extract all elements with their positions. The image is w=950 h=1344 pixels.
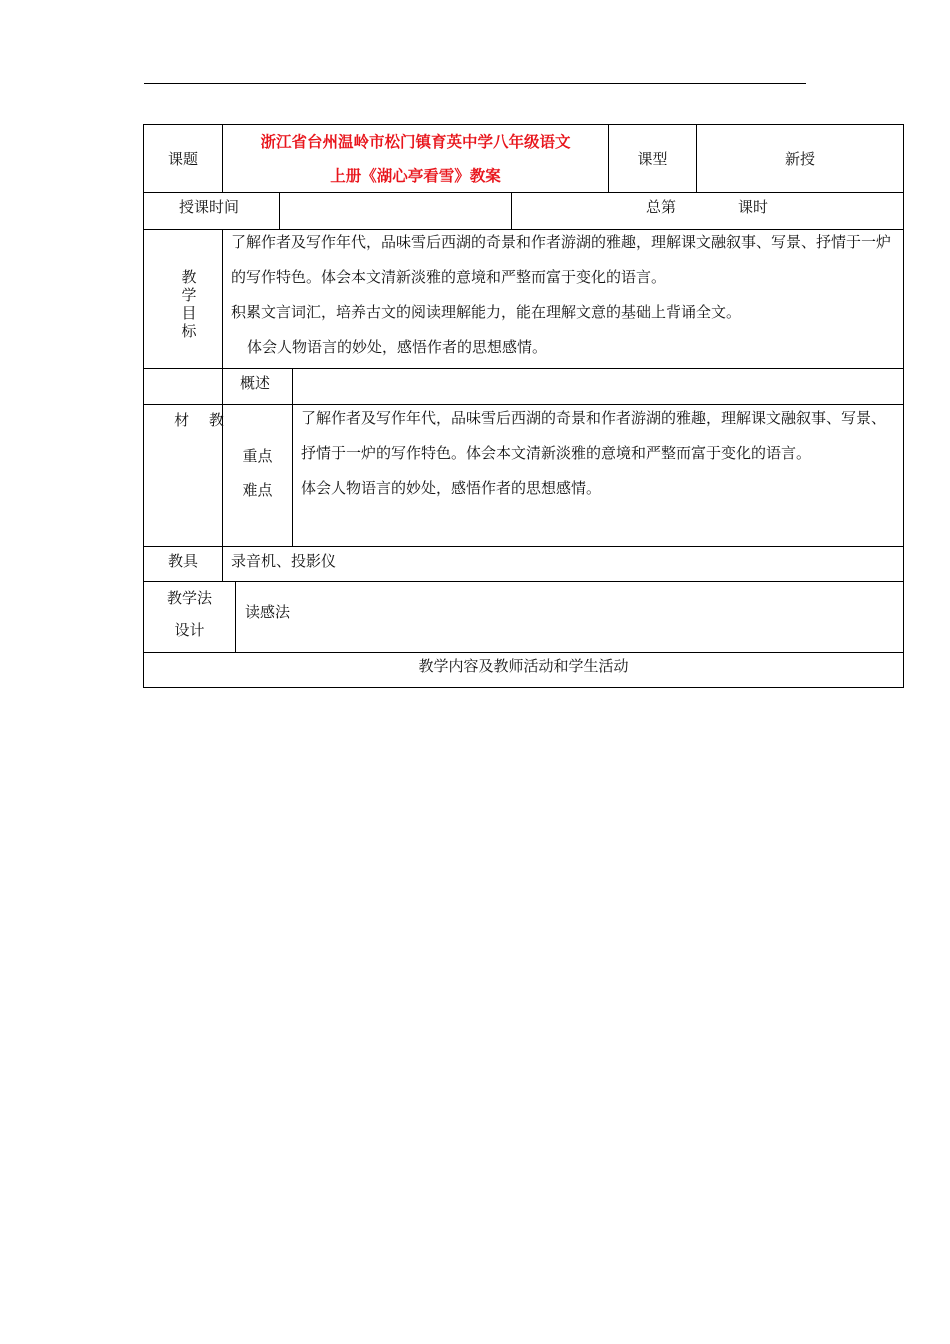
tools-value [223,547,903,581]
hours-label: 课时 [738,198,769,216]
tools-label-text: 教具 [168,552,199,570]
method-value [236,582,903,652]
key-point-item: 了解作者及写作年代，品味雪后西湖的奇景和作者游湖的雅趣，理解课文融叙事、写景、抒情于一炉的写作特色。体会本文清新淡雅的意境和严整而富于变化的语言。 [301,409,887,462]
lesson-title-line1: 浙江省台州温岭市松门镇育英中学八年级语文 [260,132,571,151]
key-points-label-line1: 重点 [242,447,273,465]
lesson-type-label [609,125,696,192]
topic-label-text: 课题 [167,150,198,168]
total-label: 总第 [646,198,677,216]
lesson-type-value [697,125,903,192]
overview-value [293,369,903,404]
time-label [144,193,279,229]
lesson-type-label-text: 课型 [637,150,668,168]
content-header [144,653,903,687]
goal-item: 了解作者及写作年代，品味雪后西湖的奇景和作者游湖的雅趣，理解课文融叙事、写景、抒情于一炉的写作特色。体会本文清新淡雅的意境和严整而富于变化的语言。 [231,233,892,286]
content-header-text: 教学内容及教师活动和学生活动 [418,657,629,675]
goals-label-vertical [180,268,198,340]
material-label [144,369,224,429]
time-value [280,193,511,229]
material-label-continued [144,405,222,546]
tools-label [144,547,222,581]
key-points-content [293,405,903,546]
overview-label [223,369,292,404]
lesson-title-line2: 上册《湖心亭看雪》教案 [330,166,501,185]
tools-value-text: 录音机、投影仪 [231,552,337,570]
goals-label [144,230,222,368]
key-points-label-line2: 难点 [242,481,273,499]
time-label-text: 授课时间 [179,198,240,216]
topic-label [144,125,222,192]
goals-content [223,230,903,368]
table-border-right [903,124,904,687]
key-point-item: 体会人物语言的妙处，感悟作者的思想感情。 [301,479,602,497]
method-label-line1: 教学法 [166,589,212,607]
method-value-text: 读感法 [245,603,291,621]
key-points-label [223,405,292,546]
header-rule [144,83,806,84]
lesson-type-value-text: 新授 [784,150,815,168]
hours-cell [512,193,903,229]
goal-item: 积累文言词汇，培养古文的阅读理解能力，能在理解文意的基础上背诵全文。 [231,303,742,321]
table-border-bottom [143,687,904,688]
lesson-title [223,125,608,192]
overview-label-text: 概述 [240,374,271,392]
goals-label-char: 学 [181,286,197,304]
goal-item: 体会人物语言的妙处，感悟作者的思想感情。 [247,338,548,356]
method-label [144,582,235,652]
goals-label-char: 目 [181,304,197,322]
goals-label-char: 标 [181,322,197,340]
material-label-text: 材 教 [174,411,224,429]
goals-label-char: 教 [181,268,197,286]
method-label-line2: 设计 [174,621,205,639]
